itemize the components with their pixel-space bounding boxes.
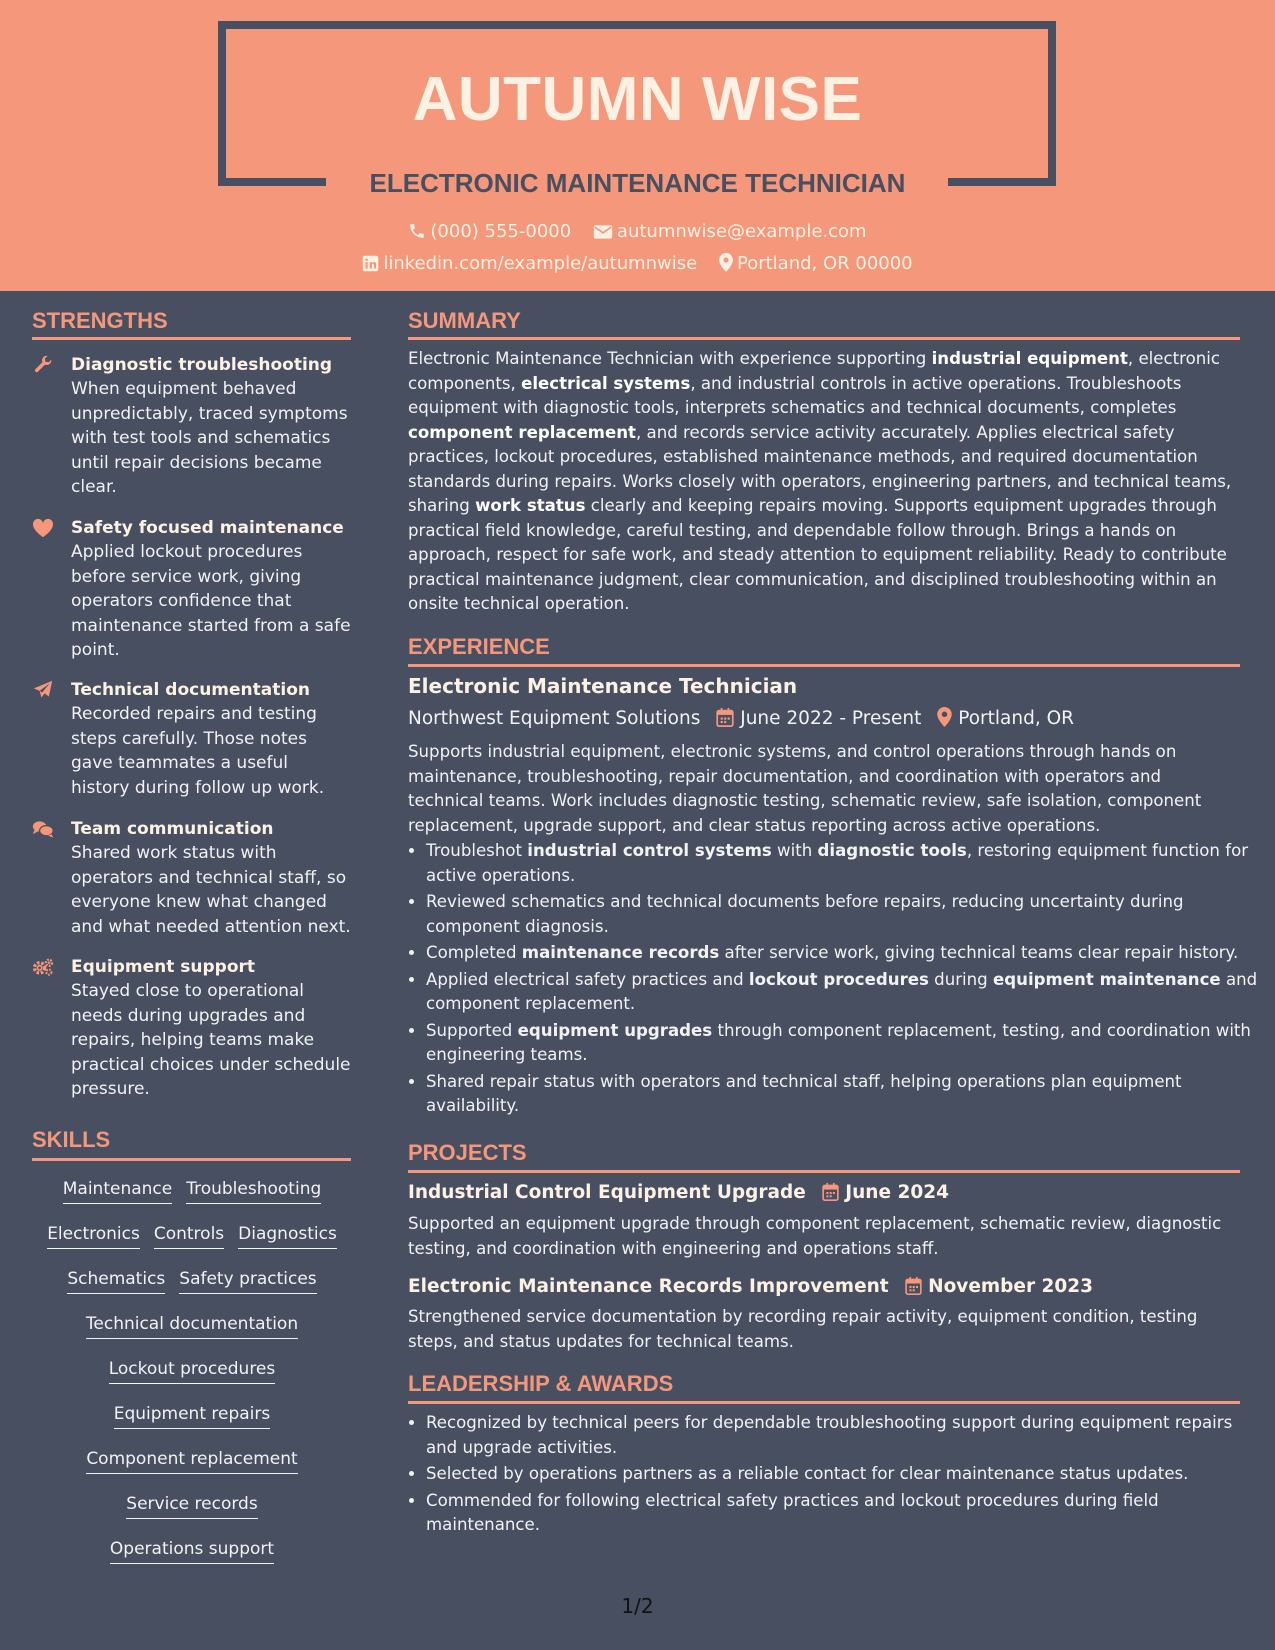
skills-row — [32, 1222, 352, 1249]
calendar-icon — [905, 1277, 922, 1295]
body-text: Supported — [426, 1020, 518, 1040]
body-text: , and industrial controls in active operations. Troubleshoots equipment with diagnostic tools, interprets schematics and technical documents, completes — [408, 373, 1182, 417]
location-text: Portland, OR 00000 — [736, 253, 913, 274]
calendar-icon — [716, 708, 734, 727]
experience-dates: June 2022 - Present — [740, 708, 922, 729]
body-text: Reviewed schematics and technical documents before repairs, reducing uncertainty during component diagnosis. — [426, 892, 1184, 936]
skill-tag: Lockout procedures — [109, 1357, 276, 1384]
email-text: autumnwise@example.com — [616, 221, 867, 242]
project-description: Strengthened service documentation by recording repair activity, equipment condition, testing steps, and status updates for technical teams. — [408, 1307, 1198, 1351]
leadership-item: • Recognized by technical peers for dependable troubleshooting support during equipment repairs and upgrade activities. — [426, 1411, 1258, 1460]
project-name: Industrial Control Equipment Upgrade — [408, 1182, 806, 1203]
strength-title: Diagnostic troubleshooting — [71, 355, 333, 375]
linkedin-text: linkedin.com/example/autumnwise — [383, 253, 698, 274]
strength-text: Stayed close to operational needs during upgrades and repairs, helping teams make practical choices under schedule pressure. — [71, 981, 351, 1099]
leadership-item: • Selected by operations partners as a reliable contact for clear maintenance status updates. — [426, 1462, 1258, 1487]
strength-text: Recorded repairs and testing steps carefully. Those notes gave teammates a useful history during follow up work. — [71, 704, 325, 798]
body-text: clearly and keeping repairs moving. Supports equipment upgrades through practical field knowledge, careful testing, and dependable follow through. Brings a hands on approach, respect for safe work, and steady attention to equipment reliability. Ready to contribute practical maintenance judgment, clear communication, and disciplined troubleshooting within an onsite technical operation. — [408, 496, 1227, 613]
body-text: Shared repair status with operators and technical staff, helping operations plan equipment availability. — [426, 1071, 1182, 1115]
skill-tag: Controls — [154, 1222, 224, 1249]
experience-rule — [408, 664, 1240, 667]
summary-heading: SUMMARY — [408, 308, 521, 333]
summary-rule — [408, 337, 1240, 340]
leadership-bullets — [408, 1411, 1258, 1540]
skill-tag: Maintenance — [63, 1177, 172, 1204]
project-title — [408, 1180, 949, 1206]
skills-row — [32, 1492, 352, 1519]
experience-heading: EXPERIENCE — [408, 634, 550, 659]
map-pin-icon — [719, 253, 733, 272]
highlight-text: maintenance records — [521, 943, 720, 962]
skill-tag: Troubleshooting — [186, 1177, 321, 1204]
strength-text: When equipment behaved unpredictably, traced symptoms with test tools and schematics until repair decisions became clear. — [71, 379, 348, 497]
highlight-text: diagnostic tools — [817, 841, 967, 860]
gears-icon — [32, 957, 54, 977]
project-description: Supported an equipment upgrade through component replacement, schematic review, diagnostic testing, and coordination with engineering and operations staff. — [408, 1214, 1222, 1258]
body-text: Applied electrical safety practices and — [426, 969, 749, 989]
projects-rule — [408, 1170, 1240, 1173]
skills-row — [32, 1177, 352, 1204]
leadership-rule — [408, 1401, 1240, 1404]
contact-row-2 — [0, 251, 1275, 277]
body-text: , electronic components, — [408, 349, 1220, 393]
experience-bullet — [426, 968, 1258, 1017]
experience-bullet — [426, 1019, 1258, 1068]
body-text: Electronic Maintenance Technician with experience supporting — [408, 349, 932, 368]
strength-title: Team communication — [71, 819, 274, 839]
highlight-text: component replacement — [408, 422, 636, 442]
linkedin-icon — [362, 255, 379, 272]
location-contact — [719, 251, 913, 277]
skill-tag: Safety practices — [179, 1267, 316, 1294]
body-text: and component replacement. — [426, 969, 1258, 1013]
highlight-text: electrical systems — [521, 373, 691, 393]
candidate-name: AUTUMN WISE — [412, 65, 863, 134]
contact-row-1 — [0, 219, 1275, 245]
experience-bullet — [426, 1070, 1258, 1119]
experience-bullet — [426, 941, 1258, 966]
highlight-text: lockout procedures — [748, 969, 929, 989]
strength-text: Applied lockout procedures before service work, giving operators confidence that maintenance started from a safe point. — [71, 542, 351, 660]
linkedin-contact[interactable] — [362, 251, 697, 277]
experience-bullet — [426, 890, 1258, 939]
envelope-icon — [593, 224, 613, 240]
job-title: ELECTRONIC MAINTENANCE TECHNICIAN — [369, 168, 906, 198]
project-name: Electronic Maintenance Records Improvement — [408, 1276, 889, 1297]
skills-row — [32, 1447, 352, 1474]
highlight-text: equipment maintenance — [993, 969, 1221, 989]
body-text: through component replacement, testing, and coordination with engineering teams. — [426, 1020, 1251, 1064]
experience-meta — [408, 706, 1074, 732]
skill-tag: Operations support — [110, 1537, 274, 1564]
strength-text: Shared work status with operators and technical staff, so everyone knew what changed and what needed attention next. — [71, 843, 351, 937]
heart-icon — [32, 518, 54, 538]
strengths-heading: STRENGTHS — [32, 308, 168, 333]
projects-heading: PROJECTS — [408, 1140, 527, 1165]
project-date: November 2023 — [928, 1276, 1094, 1297]
highlight-text: work status — [475, 496, 586, 515]
phone-contact[interactable] — [408, 219, 571, 245]
highlight-text: equipment upgrades — [517, 1020, 713, 1040]
project-title — [408, 1274, 1093, 1300]
strengths-rule — [32, 337, 351, 340]
highlight-text: industrial equipment — [931, 349, 1128, 368]
summary-text — [408, 347, 1240, 617]
experience-description: Supports industrial equipment, electronic systems, and control operations through hands on maintenance, troubleshooting, repair documentation, and coordination with operators and technical teams. Work includes diagnostic testing, schematic review, safe isolation, component replacement, upgrade support, and clear status reporting across active operations. — [408, 742, 1202, 835]
skills-heading: SKILLS — [32, 1127, 111, 1152]
paper-plane-icon — [32, 680, 54, 700]
experience-company: Northwest Equipment Solutions — [408, 708, 701, 729]
strength-title: Safety focused maintenance — [71, 518, 344, 538]
project-date: June 2024 — [845, 1182, 949, 1203]
body-text: after service work, giving technical teams clear repair history. — [719, 943, 1239, 962]
skill-tag: Component replacement — [86, 1447, 297, 1474]
experience-bullet — [426, 839, 1258, 888]
email-contact[interactable] — [593, 219, 867, 245]
body-text: , and records service activity accurately. Applies electrical safety practices, lockout procedures, established maintenance methods, and required documentation standards during repairs. Works closely with operators, engineering partners, and technical teams, sharing — [408, 422, 1232, 515]
skills-row — [32, 1267, 352, 1294]
highlight-text: industrial control systems — [527, 841, 772, 860]
body-text: Troubleshot — [426, 841, 528, 860]
strength-title: Technical documentation — [71, 680, 310, 700]
skills-row — [32, 1357, 352, 1384]
leadership-heading: LEADERSHIP & AWARDS — [408, 1371, 674, 1396]
skill-tag: Schematics — [67, 1267, 165, 1294]
map-pin-icon — [937, 707, 952, 727]
body-text: Completed — [426, 943, 522, 962]
phone-text: (000) 555-0000 — [430, 221, 572, 242]
skills-row — [32, 1537, 352, 1564]
body-text: , restoring equipment function for active operations. — [426, 841, 1249, 885]
phone-icon — [408, 222, 426, 240]
chat-icon — [32, 819, 54, 839]
skill-tag: Electronics — [47, 1222, 140, 1249]
experience-role: Electronic Maintenance Technician — [408, 674, 798, 698]
experience-bullets — [408, 839, 1258, 1121]
skills-row — [32, 1402, 352, 1429]
leadership-item: • Commended for following electrical safety practices and lockout procedures during field maintenance. — [426, 1489, 1258, 1538]
calendar-icon — [822, 1183, 839, 1201]
skill-tag: Equipment repairs — [114, 1402, 271, 1429]
wrench-icon — [32, 355, 54, 375]
skill-tag: Diagnostics — [238, 1222, 337, 1249]
experience-location: Portland, OR — [958, 708, 1075, 729]
body-text: with — [771, 841, 818, 860]
body-text: during — [928, 969, 993, 989]
skills-row — [32, 1312, 352, 1339]
strength-title: Equipment support — [71, 957, 256, 977]
page-indicator: 1/2 — [621, 1594, 654, 1618]
skill-tag: Technical documentation — [86, 1312, 298, 1339]
skills-rule — [32, 1158, 351, 1161]
skill-tag: Service records — [126, 1492, 257, 1519]
